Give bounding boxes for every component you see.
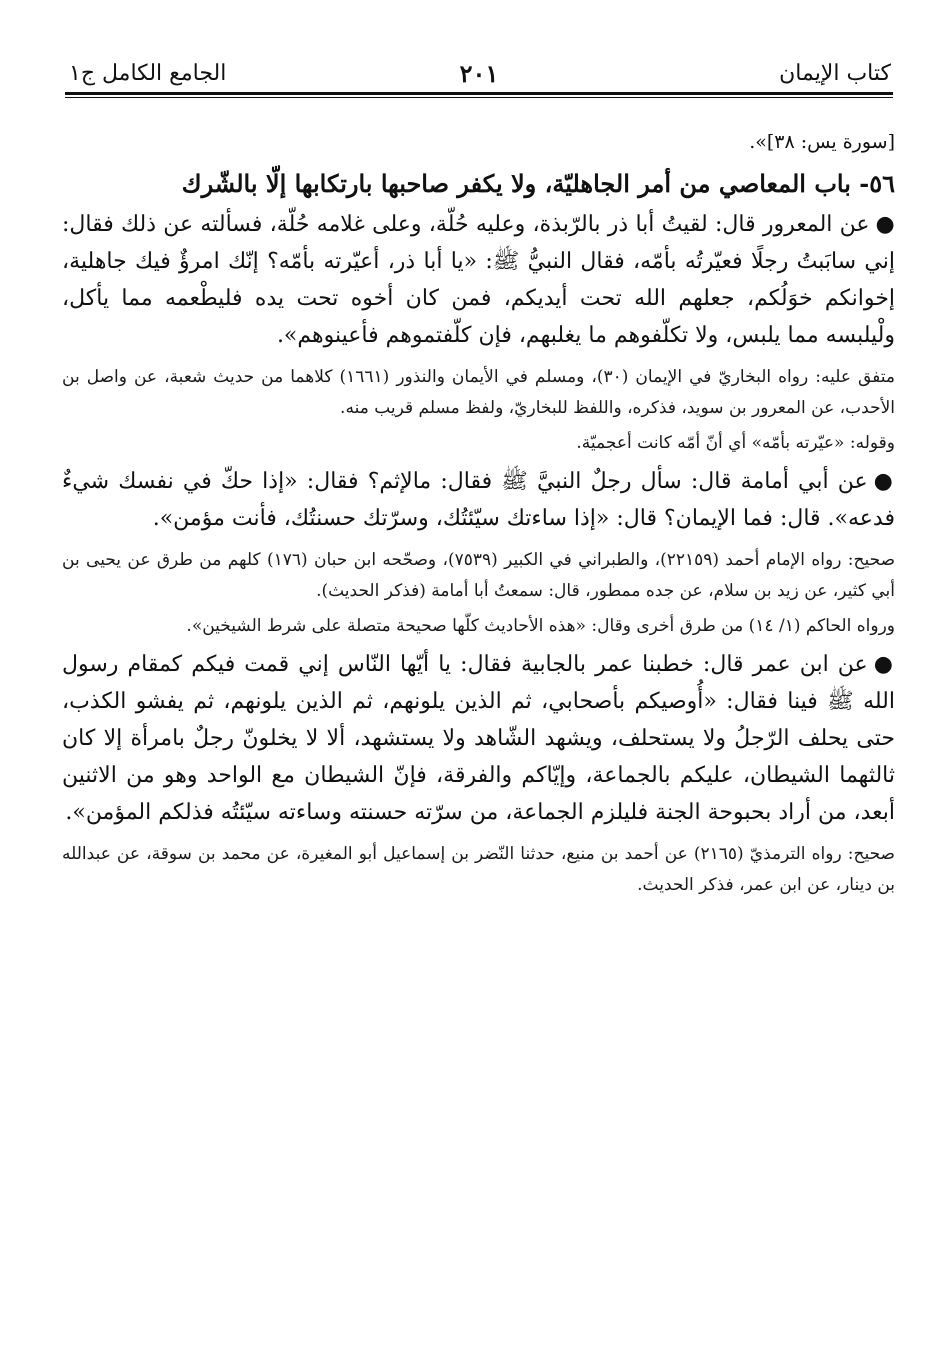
hadith-paragraph xyxy=(62,463,895,537)
chapter-title: ٥٦- باب المعاصي من أمر الجاهليّة، ولا يكفر صاحبها بارتكابها إلّا بالشّرك xyxy=(181,169,895,198)
page-body xyxy=(62,128,895,905)
bullet-icon: ● xyxy=(873,468,895,494)
header-rule-thick xyxy=(65,92,893,95)
explanation-note: وقوله: «عيّرته بأمّه» أي أنّ أمّه كانت أعجميّة. xyxy=(576,433,895,453)
surah-reference: [سورة يس: ٣٨]». xyxy=(749,131,895,153)
hadith-paragraph xyxy=(62,206,895,354)
header-rule-thin xyxy=(65,97,893,98)
takhrij-note: صحيح: رواه الترمذيّ (٢١٦٥) عن أحمد بن منيع، حدثنا النّضر بن إسماعيل أبو المغيرة، عن محمد بن سوقة، عن عبدالله بن دينار، عن ابن عمر، فذكر الحديث. xyxy=(62,844,895,895)
bullet-icon: ● xyxy=(875,211,895,237)
takhrij-note: صحيح: رواه الإمام أحمد (٢٢١٥٩)، والطبراني في الكبير (٧٥٣٩)، وصحّحه ابن حبان (١٧٦) كلهم من طرق عن يحيى بن أبي كثير، عن زيد بن سلام، عن جده ممطور، قال: سمعتُ أبا أمامة (فذكر الحديث). xyxy=(62,550,896,601)
page-header xyxy=(65,50,893,94)
hadith-text: عن ابن عمر قال: خطبنا عمر بالجابية فقال: يا أيّها النّاس إني قمت فيكم كمقام رسول الله ﷺ فينا فقال: «أُوصيكم بأصحابي، ثم الذين يلونهم، ثم الذين يلونهم، ثم يفشو الكذب، حتى يحلف الرّجلُ ولا يستحلف، ويشهد الشّاهد ولا يستشهد، ألا لا يخلونّ رجلٌ بامرأة إلا كان ثالثهما الشيطان، عليكم بالجماعة، وإيّاكم والفرقة، فإنّ الشيطان مع الواحد وهو من الاثنين أبعد، من أراد بحبوحة الجنة فليلزم الجماعة، من سرّته حسنته وساءته سيّئتُه فذلكم المؤمن». xyxy=(62,652,895,825)
hadith-text: عن أبي أمامة قال: سأل رجلٌ النبيَّ ﷺ فقال: مالإثم؟ فقال: «إذا حكّ في نفسك شيءٌ فدعه». قال: فما الإيمان؟ قال: «إذا ساءتك سيّئتُك، وسرّتك حسنتُك، فأنت مؤمن». xyxy=(62,469,895,531)
hadith-paragraph xyxy=(62,646,895,831)
takhrij-note: متفق عليه: رواه البخاريّ في الإيمان (٣٠)، ومسلم في الأيمان والنذور (١٦٦١) كلاهما من حديث شعبة، عن واصل بن الأحدب، عن المعرور بن سويد، فذكره، واللفظ للبخاريّ، ولفظ مسلم قريب منه. xyxy=(62,367,896,418)
hadith-text: عن المعرور قال: لقيتُ أبا ذر بالرّبذة، وعليه حُلّة، وعلى غلامه حُلّة، فسألته عن ذلك فقال: إني سابَبتُ رجلًا فعيّرتُه بأمّه، فقال النبيُّ ﷺ: «يا أبا ذر، أعيّرته بأمّه؟ إنّك امرؤٌ فيك جاهلية، إخوانكم خوَلُكم، جعلهم الله تحت أيديكم، فمن كان أخوه تحت يده فليطْعمه مما يأكل، ولْيلبسه مما يلبس، ولا تكلّفوهم ما يغلبهم، فإن كلّفتموهم فأعينوهم». xyxy=(62,212,895,348)
page-number: ٢٠١ xyxy=(459,59,499,88)
bullet-icon: ● xyxy=(873,651,895,677)
book-section-title: كتاب الإيمان xyxy=(779,61,891,86)
book-title: الجامع الكامل ج١ xyxy=(69,61,227,86)
takhrij-note: ورواه الحاكم (١/ ١٤) من طرق أخرى وقال: «هذه الأحاديث كلّها صحيحة متصلة على شرط الشيخين». xyxy=(186,616,895,636)
